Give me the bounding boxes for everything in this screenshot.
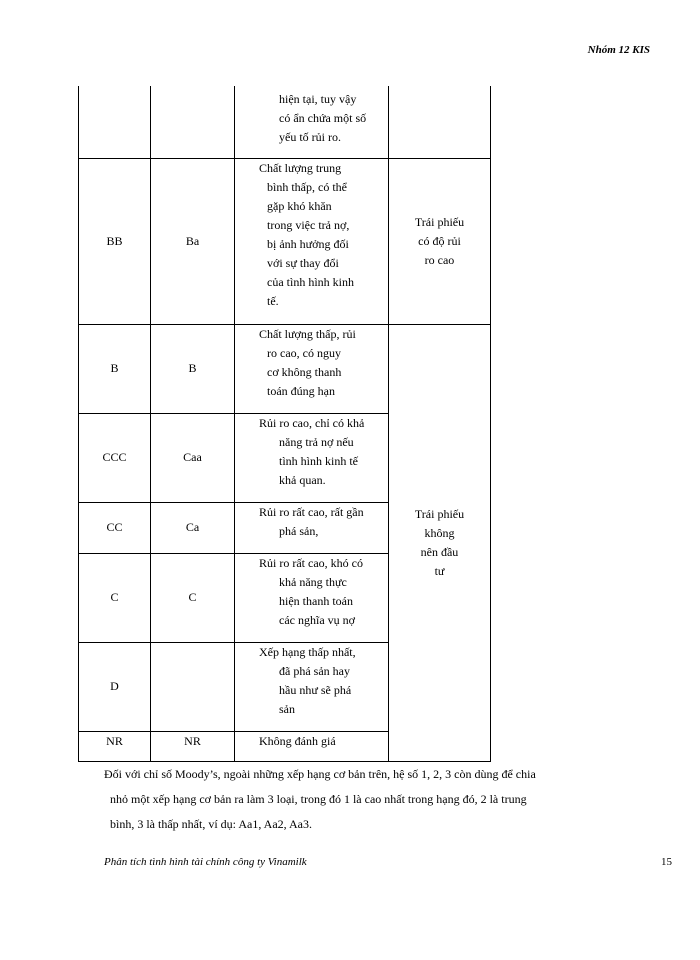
desc-line: toán đúng hạn <box>267 383 335 398</box>
desc-line: Rủi ro rất cao, rất gần <box>259 504 364 519</box>
note-line: nhỏ một xếp hạng cơ bản ra làm 3 loại, trong đó 1 là cao nhất trong hạng đó, 2 là trung <box>110 792 527 806</box>
desc-line: với sự thay đổi <box>267 255 339 270</box>
desc-line: Rủi ro rất cao, khó có <box>259 555 363 570</box>
group-label-line: ro cao <box>424 252 455 267</box>
desc-line: trong việc trả nợ, <box>267 217 350 232</box>
page-header-group: Nhóm 12 KIS <box>587 44 650 56</box>
sp-rating-cell: BB <box>79 158 151 324</box>
desc-line: phá sản, <box>279 523 319 538</box>
footer-document-title: Phân tích tình hình tài chính công ty Vinamilk <box>104 856 307 868</box>
moody-rating-cell: Ba <box>151 158 235 324</box>
desc-line: khả năng thực <box>279 574 347 589</box>
desc-line: đã phá sản hay <box>279 663 350 678</box>
desc-line: bình thấp, có thể <box>267 179 347 194</box>
desc-line: năng trả nợ nếu <box>279 434 354 449</box>
description-cell <box>235 553 389 642</box>
desc-line: Không đánh giá <box>259 733 336 748</box>
table-row <box>79 86 491 158</box>
description-cell <box>235 731 389 761</box>
group-label-line: nên đầu <box>420 544 459 559</box>
group-cell-not-invest <box>389 324 491 761</box>
desc-line: hiện thanh toán <box>279 593 353 608</box>
description-cell <box>235 642 389 731</box>
desc-line: tình hình kinh tế <box>279 453 358 468</box>
desc-line: Rủi ro cao, chỉ có khả <box>259 415 365 430</box>
note-line: bình, 3 là thấp nhất, ví dụ: Aa1, Aa2, Aa3. <box>110 817 312 831</box>
desc-line: gặp khó khăn <box>267 198 332 213</box>
desc-line: Chất lượng thấp, rủi <box>259 326 356 341</box>
sp-rating-cell <box>79 86 151 158</box>
moody-rating-cell: NR <box>151 731 235 761</box>
moody-rating-cell: Caa <box>151 413 235 502</box>
desc-line: tế. <box>267 293 279 308</box>
moody-rating-cell: C <box>151 553 235 642</box>
moody-rating-cell: Ca <box>151 502 235 553</box>
group-label-line: không <box>424 525 455 540</box>
group-label-line: Trái phiếu <box>414 214 465 229</box>
sp-rating-cell: CC <box>79 502 151 553</box>
description-cell <box>235 158 389 324</box>
description-cell <box>235 86 389 158</box>
desc-line: hiện tại, tuy vậy <box>279 92 357 106</box>
desc-line: sản <box>279 701 295 716</box>
rating-table <box>78 86 491 762</box>
desc-line: bị ảnh hưởng đối <box>267 236 349 251</box>
table-row <box>79 324 491 413</box>
description-cell <box>235 413 389 502</box>
desc-line: của tình hình kinh <box>267 274 354 289</box>
group-label-line: Trái phiếu <box>414 506 465 521</box>
sp-rating-cell: NR <box>79 731 151 761</box>
note-line: Đối với chỉ số Moody’s, ngoài những xếp hạng cơ bản trên, hệ số 1, 2, 3 còn dùng để chia <box>104 767 536 781</box>
group-cell-high-risk <box>389 158 491 324</box>
description-cell <box>235 324 389 413</box>
description-cell <box>235 502 389 553</box>
desc-line: yếu tố rủi ro. <box>279 130 341 144</box>
desc-line: có ẩn chứa một số <box>279 111 367 125</box>
desc-line: cơ không thanh <box>267 364 342 379</box>
desc-line: Xếp hạng thấp nhất, <box>259 644 356 659</box>
sp-rating-cell: B <box>79 324 151 413</box>
desc-line: các nghĩa vụ nợ <box>279 612 355 627</box>
group-label-line: tư <box>434 563 445 578</box>
page-number: 15 <box>661 856 672 868</box>
desc-line: Chất lượng trung <box>259 160 342 175</box>
group-label-line: có độ rủi <box>418 233 461 248</box>
desc-line: hầu như sẽ phá <box>279 682 352 697</box>
moody-rating-cell: B <box>151 324 235 413</box>
desc-line: khả quan. <box>279 472 326 487</box>
sp-rating-cell: C <box>79 553 151 642</box>
moodys-note-paragraph <box>104 762 604 837</box>
desc-line: ro cao, có nguy <box>267 345 341 360</box>
table-row <box>79 158 491 324</box>
moody-rating-cell <box>151 86 235 158</box>
group-cell-previous <box>389 86 491 158</box>
sp-rating-cell: D <box>79 642 151 731</box>
moody-rating-cell <box>151 642 235 731</box>
sp-rating-cell: CCC <box>79 413 151 502</box>
